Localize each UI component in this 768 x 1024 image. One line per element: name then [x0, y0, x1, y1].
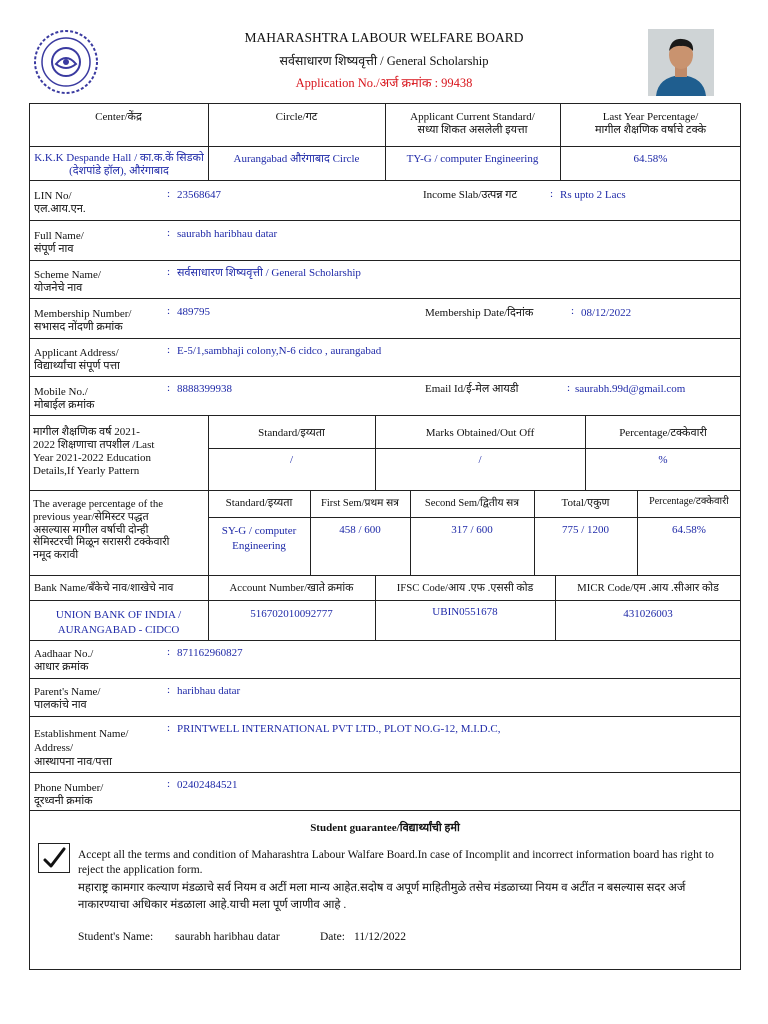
micr-value: 431026003 — [623, 608, 673, 620]
sem-total-value: 775 / 1200 — [561, 524, 610, 536]
sem-total-header: Total/एकुण — [561, 497, 610, 509]
header-current-standard: Applicant Current Standard/ सध्या शिकत असलेली इयत्ता — [410, 111, 535, 136]
sem-percentage-value: 64.58% — [672, 524, 706, 536]
value-center: K.K.K Despande Hall / का.क.कें सिडको (देशपांडे हॉल), औरंगाबाद — [34, 152, 204, 177]
last-year-standard-value: / — [289, 454, 294, 466]
terms-text-english: Accept all the terms and condition of Maharashtra Labour Walfare Board.In case of Incomplit and incorrect information board has right to reject the application form. — [78, 849, 714, 876]
full-name-label: Full Name/ संपूर्ण नाव — [34, 230, 84, 255]
sem-standard-header: Standard/इय्यता — [225, 497, 293, 509]
establishment-label: Establishment Name/ Address/ आस्थापना नाव/पत्ता — [34, 728, 129, 768]
scheme-subtitle: सर्वसाधारण शिष्यवृत्ती / General Scholarship — [279, 54, 489, 68]
micr-header: MICR Code/एम .आय .सीआर कोड — [577, 582, 719, 594]
address-value: E-5/1,sambhaji colony,N-6 cidco , aurangabad — [177, 345, 382, 357]
date-label: Date: — [320, 931, 345, 943]
bank-name-header: Bank Name/बँकेचे नाव/शाखेचे नाव — [34, 582, 174, 594]
applicant-photo — [648, 29, 714, 96]
account-number-header: Account Number/खाते क्रमांक — [229, 582, 354, 594]
last-year-standard-header: Standard/इय्यता — [258, 427, 325, 439]
lin-label: LIN No/ एल.आय.एन. — [34, 190, 86, 215]
income-label: Income Slab/उत्पन्न गट — [423, 189, 518, 201]
account-number-value: 516702010092777 — [250, 608, 333, 620]
scheme-label: Scheme Name/ योजनेचे नाव — [34, 269, 101, 294]
sem-percentage-header: Percentage/टक्केवारी — [649, 496, 729, 507]
value-last-year-percentage: 64.58% — [633, 153, 668, 165]
last-year-marks-value: / — [478, 454, 482, 466]
student-name-value: saurabh haribhau datar — [175, 931, 280, 943]
sem-first-header: First Sem/प्रथम सत्र — [321, 498, 399, 509]
scheme-value: सर्वसाधारण शिष्यवृत्ती / General Scholarship — [177, 267, 361, 279]
parent-name-label: Parent's Name/ पालकांचे नाव — [34, 686, 101, 711]
org-title: MAHARASHTRA LABOUR WELFARE BOARD — [244, 30, 524, 45]
value-circle: Aurangabad औरंगाबाद Circle — [233, 153, 360, 165]
guarantee-title: Student guarantee/विद्यार्थ्यांची हमी — [310, 822, 460, 834]
sem-first-value: 458 / 600 — [339, 524, 381, 536]
last-year-percentage-header: Percentage/टक्केवारी — [619, 427, 707, 439]
sem-second-value: 317 / 600 — [451, 524, 493, 536]
aadhaar-label: Aadhaar No./ आधार क्रमांक — [34, 648, 94, 673]
establishment-value: PRINTWELL INTERNATIONAL PVT LTD., PLOT NO.G-12, M.I.D.C, — [177, 723, 501, 735]
board-seal-icon — [32, 28, 100, 96]
semester-label: The average percentage of the previous year/सेमिस्टर पद्धत असल्यास मागील वर्षाची दोन्ही सेमिस्टरची मिळून सरासरी टक्केवारी नमूद करावी — [33, 498, 170, 562]
parent-name-value: haribhau datar — [177, 685, 241, 697]
value-current-standard: TY-G / computer Engineering — [406, 153, 539, 165]
date-value: 11/12/2022 — [354, 931, 406, 943]
board-logo — [32, 28, 100, 96]
phone-value: 02402484521 — [177, 779, 238, 791]
last-year-marks-header: Marks Obtained/Out Off — [425, 427, 535, 439]
email-label: Email Id/ई-मेल आयडी — [425, 383, 519, 395]
terms-text-marathi: महाराष्ट्र कामगार कल्याण मंडळाचे सर्व नियम व अटीं मला मान्य आहेत.सदोष व अपूर्ण माहितीमुळे तसेच मंडळाच्या नियम व अटींत न बसल्यास सदर अर्ज नाकारण्याचा अधिकार मंडळाला आहे.याची मला पूर्ण जाणीव आहे . — [78, 882, 686, 911]
sem-second-header: Second Sem/द्वितीय सत्र — [424, 498, 520, 509]
membership-date-value: 08/12/2022 — [581, 307, 632, 319]
phone-label: Phone Number/ दूरध्वनी क्रमांक — [34, 782, 104, 807]
mobile-value: 8888399938 — [177, 383, 232, 395]
membership-date-label: Membership Date/दिनांक — [425, 307, 534, 319]
ifsc-value: UBIN0551678 — [432, 606, 498, 618]
header-center: Center/केंद्र — [95, 111, 142, 123]
membership-number-value: 489795 — [177, 306, 210, 318]
full-name-value: saurabh haribhau datar — [177, 228, 278, 240]
mobile-label: Mobile No./ मोबाईल क्रमांक — [34, 386, 95, 411]
income-value: Rs upto 2 Lacs — [560, 189, 626, 201]
membership-number-label: Membership Number/ सभासद नोंदणी क्रमांक — [34, 308, 132, 333]
terms-checkbox[interactable] — [38, 843, 70, 873]
address-label: Applicant Address/ विद्यार्थ्यांचा संपूर्ण पत्ता — [34, 347, 120, 372]
aadhaar-value: 871162960827 — [177, 647, 243, 659]
bank-name-value: UNION BANK OF INDIA / AURANGABAD - CIDCO — [55, 609, 182, 636]
sem-standard-value: SY-G / computer Engineering — [221, 525, 297, 552]
last-year-percentage-value: % — [658, 454, 668, 466]
lin-value: 23568647 — [177, 189, 221, 201]
last-year-label: मागील शैक्षणिक वर्ष 2021- 2022 शिक्षणाचा तपशील /Last Year 2021-2022 Education Details,If Yearly Pattern — [33, 426, 155, 477]
header-circle: Circle/गट — [275, 111, 318, 123]
checkmark-icon — [39, 844, 69, 872]
application-number: Application No./अर्ज क्रमांक : 99438 — [295, 76, 473, 90]
ifsc-header: IFSC Code/आय .एफ .एससी कोड — [396, 582, 534, 594]
student-name-label: Student's Name: — [78, 931, 154, 943]
header-last-year-percentage: Last Year Percentage/ मागील शैक्षणिक वर्षाचे टक्के — [594, 111, 707, 136]
email-value: saurabh.99d@gmail.com — [575, 383, 686, 395]
